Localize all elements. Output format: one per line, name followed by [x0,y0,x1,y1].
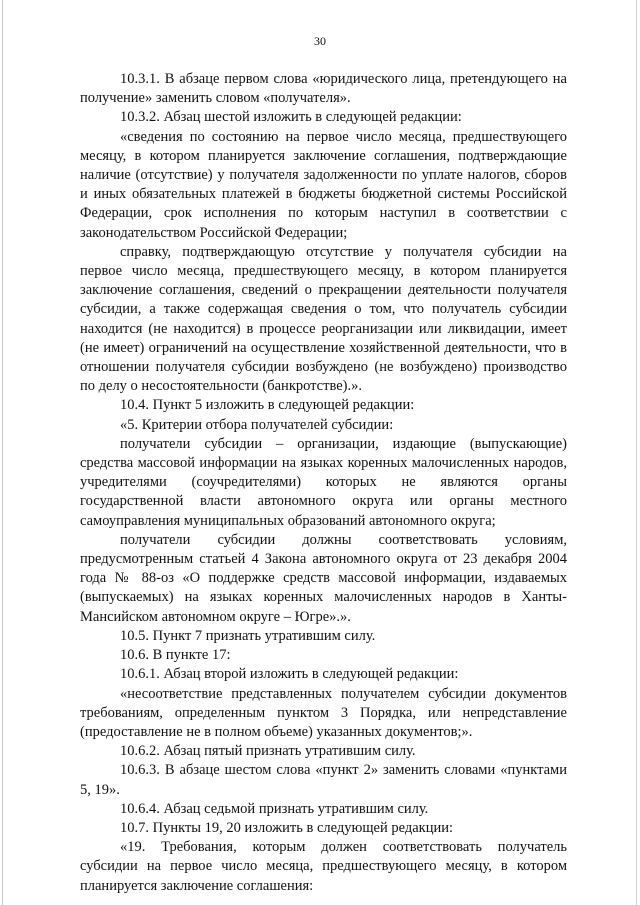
paragraph: 10.6.2. Абзац пятый признать утратившим силу. [120,743,416,760]
paragraph: 10.6.3. В абзаце шестом слова «пункт 2» заменить словами «пунктами 5, 19». [80,762,567,798]
paragraph: 10.3.2. Абзац шестой изложить в следующей редакции: [120,109,462,126]
paragraph: 10.6.4. Абзац седьмой признать утратившим силу. [120,800,429,817]
paragraph: «19. Требования, которым должен соответствовать получатель субсидии на первое число месяца, предшествующего месяцу, в котором планируется заключение соглашения: [80,839,567,894]
page-number: 30 [314,34,326,48]
page-edge-right [636,0,637,905]
document-body [80,70,567,896]
paragraph: 10.3.1. В абзаце первом слова «юридического лица, претендующего на получение» заменить словом «получателя». [80,71,567,107]
paragraph: 10.4. Пункт 5 изложить в следующей редакции: [120,397,415,414]
paragraph: «несоответствие представленных получателем субсидии документов требованиям, определенным пунктом 3 Порядка, или непредставление (предоставление не в полном объеме) указанных документов;». [80,685,567,740]
paragraph: «5. Критерии отбора получателей субсидии: [120,416,394,433]
paragraph: 10.6.1. Абзац второй изложить в следующей редакции: [120,666,459,683]
paragraph: 10.7. Пункты 19, 20 изложить в следующей редакции: [120,819,453,836]
paragraph: получатели субсидии должны соответствовать условиям, предусмотренным статьей 4 Закона автономного округа от 23 декабря 2004 года № 88-оз «О поддержке средств массовой информации, издаваемых (выпускаемых) на языках коренных малочисленных народов в Ханты-Мансийском автономном округе – Югре».». [80,531,567,625]
paragraph: получатели субсидии – организации, издающие (выпускающие) средства массовой информации на языках коренных малочисленных народов, учредителями (соучредителями) которых не являются органы государственной власти автономного округа или органы местного самоуправления муниципальных образований автономного округа; [80,435,567,529]
paragraph: 10.6. В пункте 17: [120,647,231,664]
page-edge-left [2,0,3,905]
paragraph: справку, подтверждающую отсутствие у получателя субсидии на первое число месяца, предшествующего месяцу, в котором планируется заключение соглашения, сведений о прекращении деятельности получателя субсидии, а также содержащая сведения о том, что получатель субсидии находится (не находится) в процессе реорганизации или ликвидации, имеет (не имеет) ограничений на осуществление хозяйственной деятельности, что в отношении получателя субсидии возбуждено (не возбуждено) производство по делу о несостоятельности (банкротстве).». [80,243,567,395]
paragraph: «сведения по состоянию на первое число месяца, предшествующего месяцу, в котором планируется заключение соглашения, подтверждающие наличие (отсутствие) у получателя задолженности по уплате налогов, сборов и иных обязательных платежей в бюджеты бюджетной системы Российской Федерации, срок исполнения по которым наступил в соответствии с законодательством Российской Федерации; [80,128,567,241]
paragraph: 10.5. Пункт 7 признать утратившим силу. [120,627,376,644]
